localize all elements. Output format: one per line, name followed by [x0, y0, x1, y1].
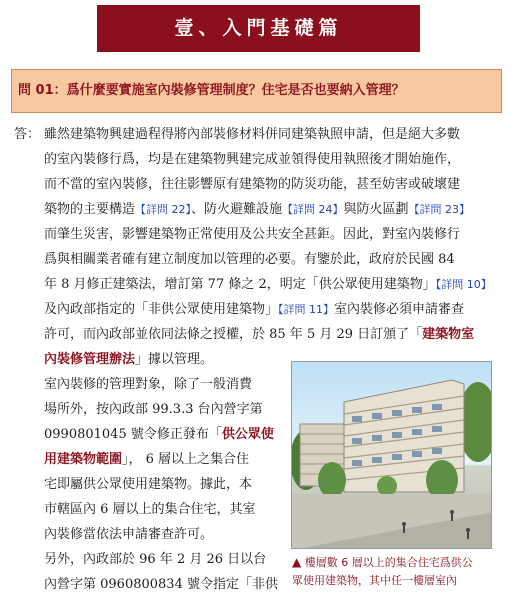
text: 市轄區內 6 層以上的集合住宅，其室 — [44, 502, 256, 517]
text: 及內政部指定的「非供公眾使用建築物」 — [44, 302, 279, 317]
question-text: 問 01：爲什麼要實施室內裝修管理制度？住宅是否也要納入管理？ — [18, 83, 405, 98]
answer-line — [44, 472, 252, 497]
answer-label: 答： — [14, 127, 41, 142]
emphasis-text: 建築物室 — [422, 327, 475, 342]
text: 爲與相關業者確有建立制度加以管理的必要。有鑒於此，政府於民國 84 — [44, 252, 455, 267]
ref-link[interactable]: 【詳問 23】 — [408, 203, 471, 216]
answer-line — [44, 297, 464, 322]
answer-line — [44, 172, 460, 197]
emphasis-text: 用建築物範圍 — [44, 452, 123, 467]
answer-line — [44, 572, 278, 597]
text: 另外，內政部於 96 年 2 月 26 日以台 — [44, 552, 267, 567]
ref-link[interactable]: 【詳問 10】 — [435, 278, 492, 291]
text: 內營字第 0960800834 號令指定「非供 — [44, 577, 278, 592]
answer-line — [44, 122, 460, 147]
text: 的室內裝修行爲，均是在建築物興建完成並領得使用執照後才開始施作， — [44, 152, 461, 167]
ref-link[interactable]: 【詳問 11】 — [278, 303, 335, 316]
text: 、防火避難設施 — [191, 202, 283, 217]
text: 內裝修當依法申請審查許可。 — [44, 527, 214, 542]
text: 雖然建築物興建過程得將內部裝修材料併同建築執照申請，但是絕大多數 — [44, 127, 461, 142]
answer-line — [44, 397, 263, 422]
answer-line — [44, 547, 266, 572]
text: 而不當的室內裝修，往往影響原有建築物的防災功能，甚至妨害或破壞建 — [44, 177, 461, 192]
answer-line — [44, 347, 213, 372]
section-banner — [97, 5, 420, 52]
text: 而肇生災害，影響建築物正常使用及公共安全甚鉅。因此，對室內裝修行 — [44, 227, 461, 242]
text: 築物的主要構造 — [44, 202, 136, 217]
text: 宅即屬供公眾使用建築物。據此，本 — [44, 477, 253, 492]
answer-line — [44, 497, 256, 522]
ref-link[interactable]: 【詳問 22】 — [135, 203, 192, 216]
text: 許可，而內政部並依同法條之授權，於 85 年 5 月 29 日訂頒了「 — [44, 327, 423, 342]
text: 年 8 月修正建築法，增訂第 77 條之 2，明定「供公眾使用建築物」 — [44, 277, 436, 292]
answer-line — [44, 247, 455, 272]
answer-line — [44, 322, 474, 347]
answer-line — [44, 422, 274, 447]
text: 」據以管理。 — [135, 352, 214, 367]
answer-line — [44, 447, 249, 472]
text: 與防火區劃 — [343, 202, 409, 217]
text: 室內裝修必須申請審查 — [334, 302, 465, 317]
text: 場所外，按內政部 99.3.3 台內營字第 — [44, 402, 263, 417]
question-box — [11, 69, 502, 113]
caption-line: 眾使用建築物，其中任一樓層室內 — [292, 574, 457, 587]
answer-line — [44, 372, 252, 397]
triangle-marker-icon: ▲ — [292, 555, 302, 569]
apartment-building-photo — [291, 361, 492, 549]
answer-line — [44, 522, 213, 547]
answer-line — [44, 222, 460, 247]
photo-caption — [292, 553, 502, 590]
text: 室內裝修的管理對象，除了一般消費 — [44, 377, 253, 392]
ref-link[interactable]: 【詳問 24】 — [282, 203, 344, 216]
apartment-building-illustration — [292, 362, 492, 549]
emphasis-text: 內裝修管理辦法 — [44, 352, 136, 367]
text: 0990801045 號令修正發布「 — [44, 427, 222, 442]
emphasis-text: 供公眾使 — [221, 427, 274, 442]
text: 」， 6 層以上之集合住 — [122, 452, 250, 467]
answer-line — [44, 272, 492, 297]
answer-line — [44, 197, 470, 222]
caption-line: 樓層數 6 層以上的集合住宅爲供公 — [304, 556, 473, 569]
banner-title: 壹、入門基礎篇 — [174, 17, 343, 39]
answer-line — [44, 147, 460, 172]
